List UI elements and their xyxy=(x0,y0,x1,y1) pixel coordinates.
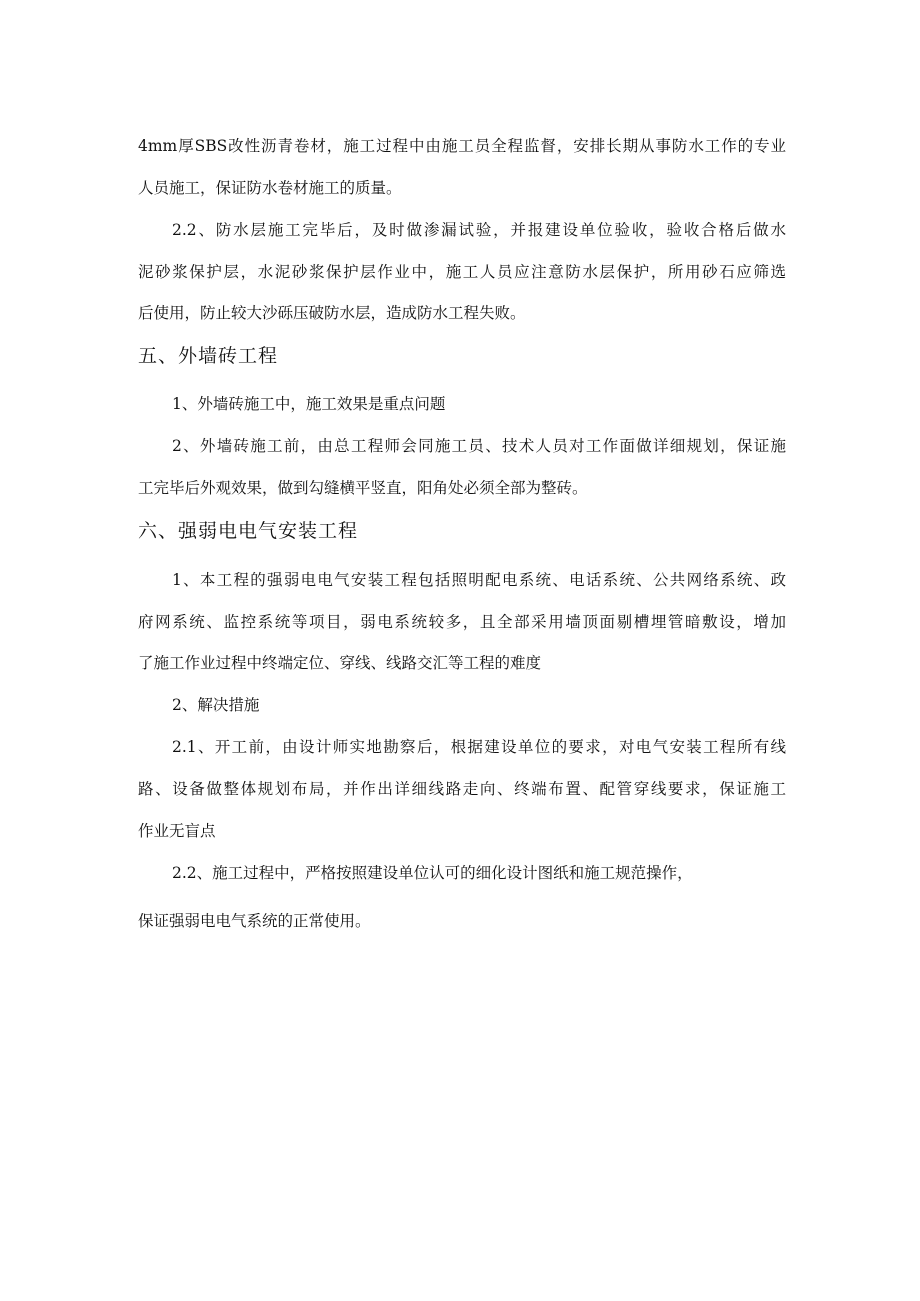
section6-item1-line1: 1、本工程的强弱电电气安装工程包括照明配电系统、电话系统、公共网络系统、政 xyxy=(172,571,786,589)
section6-item21-line2: 路、设备做整体规划布局，并作出详细线路走向、终端布置、配管穿线要求，保证施工 xyxy=(138,780,786,798)
section6-item1-line3: 了施工作业过程中终端定位、穿线、线路交汇等工程的难度 xyxy=(138,654,542,672)
section5-item2-line2: 工完毕后外观效果，做到勾缝横平竖直，阳角处必须全部为整砖。 xyxy=(138,479,588,497)
section6-item21-line1: 2.1、开工前，由设计师实地勘察后，根据建设单位的要求，对电气安装工程所有线 xyxy=(172,738,786,756)
para2-line1: 2.2、防水层施工完毕后，及时做渗漏试验，并报建设单位验收，验收合格后做水 xyxy=(172,221,786,239)
section5-item1: 1、外墙砖施工中，施工效果是重点问题 xyxy=(172,395,446,413)
para2-line2: 泥砂浆保护层，水泥砂浆保护层作业中，施工人员应注意防水层保护，所用砂石应筛选 xyxy=(138,263,786,281)
section6-item1-line2: 府网系统、监控系统等项目，弱电系统较多，且全部采用墙顶面剔槽埋管暗敷设，增加 xyxy=(138,613,786,631)
para1-line2: 人员施工，保证防水卷材施工的质量。 xyxy=(138,179,402,197)
section6-heading: 六、强弱电电气安装工程 xyxy=(138,520,359,542)
para2-line3: 后使用，防止较大沙砾压破防水层，造成防水工程失败。 xyxy=(138,304,526,322)
section5-heading: 五、外墙砖工程 xyxy=(138,345,279,367)
section5-item2-line1: 2、外墙砖施工前，由总工程师会同施工员、技术人员对工作面做详细规划，保证施 xyxy=(172,437,786,455)
section6-item22-line2: 保证强弱电电气系统的正常使用。 xyxy=(138,912,371,930)
section6-item22-line1: 2.2、施工过程中，严格按照建设单位认可的细化设计图纸和施工规范操作， xyxy=(172,864,693,882)
section6-item2: 2、解决措施 xyxy=(172,696,260,714)
section6-item21-line3: 作业无盲点 xyxy=(138,822,216,840)
para1-line1: 4mm厚SBS改性沥青卷材，施工过程中由施工员全程监督，安排长期从事防水工作的专业 xyxy=(138,137,786,155)
